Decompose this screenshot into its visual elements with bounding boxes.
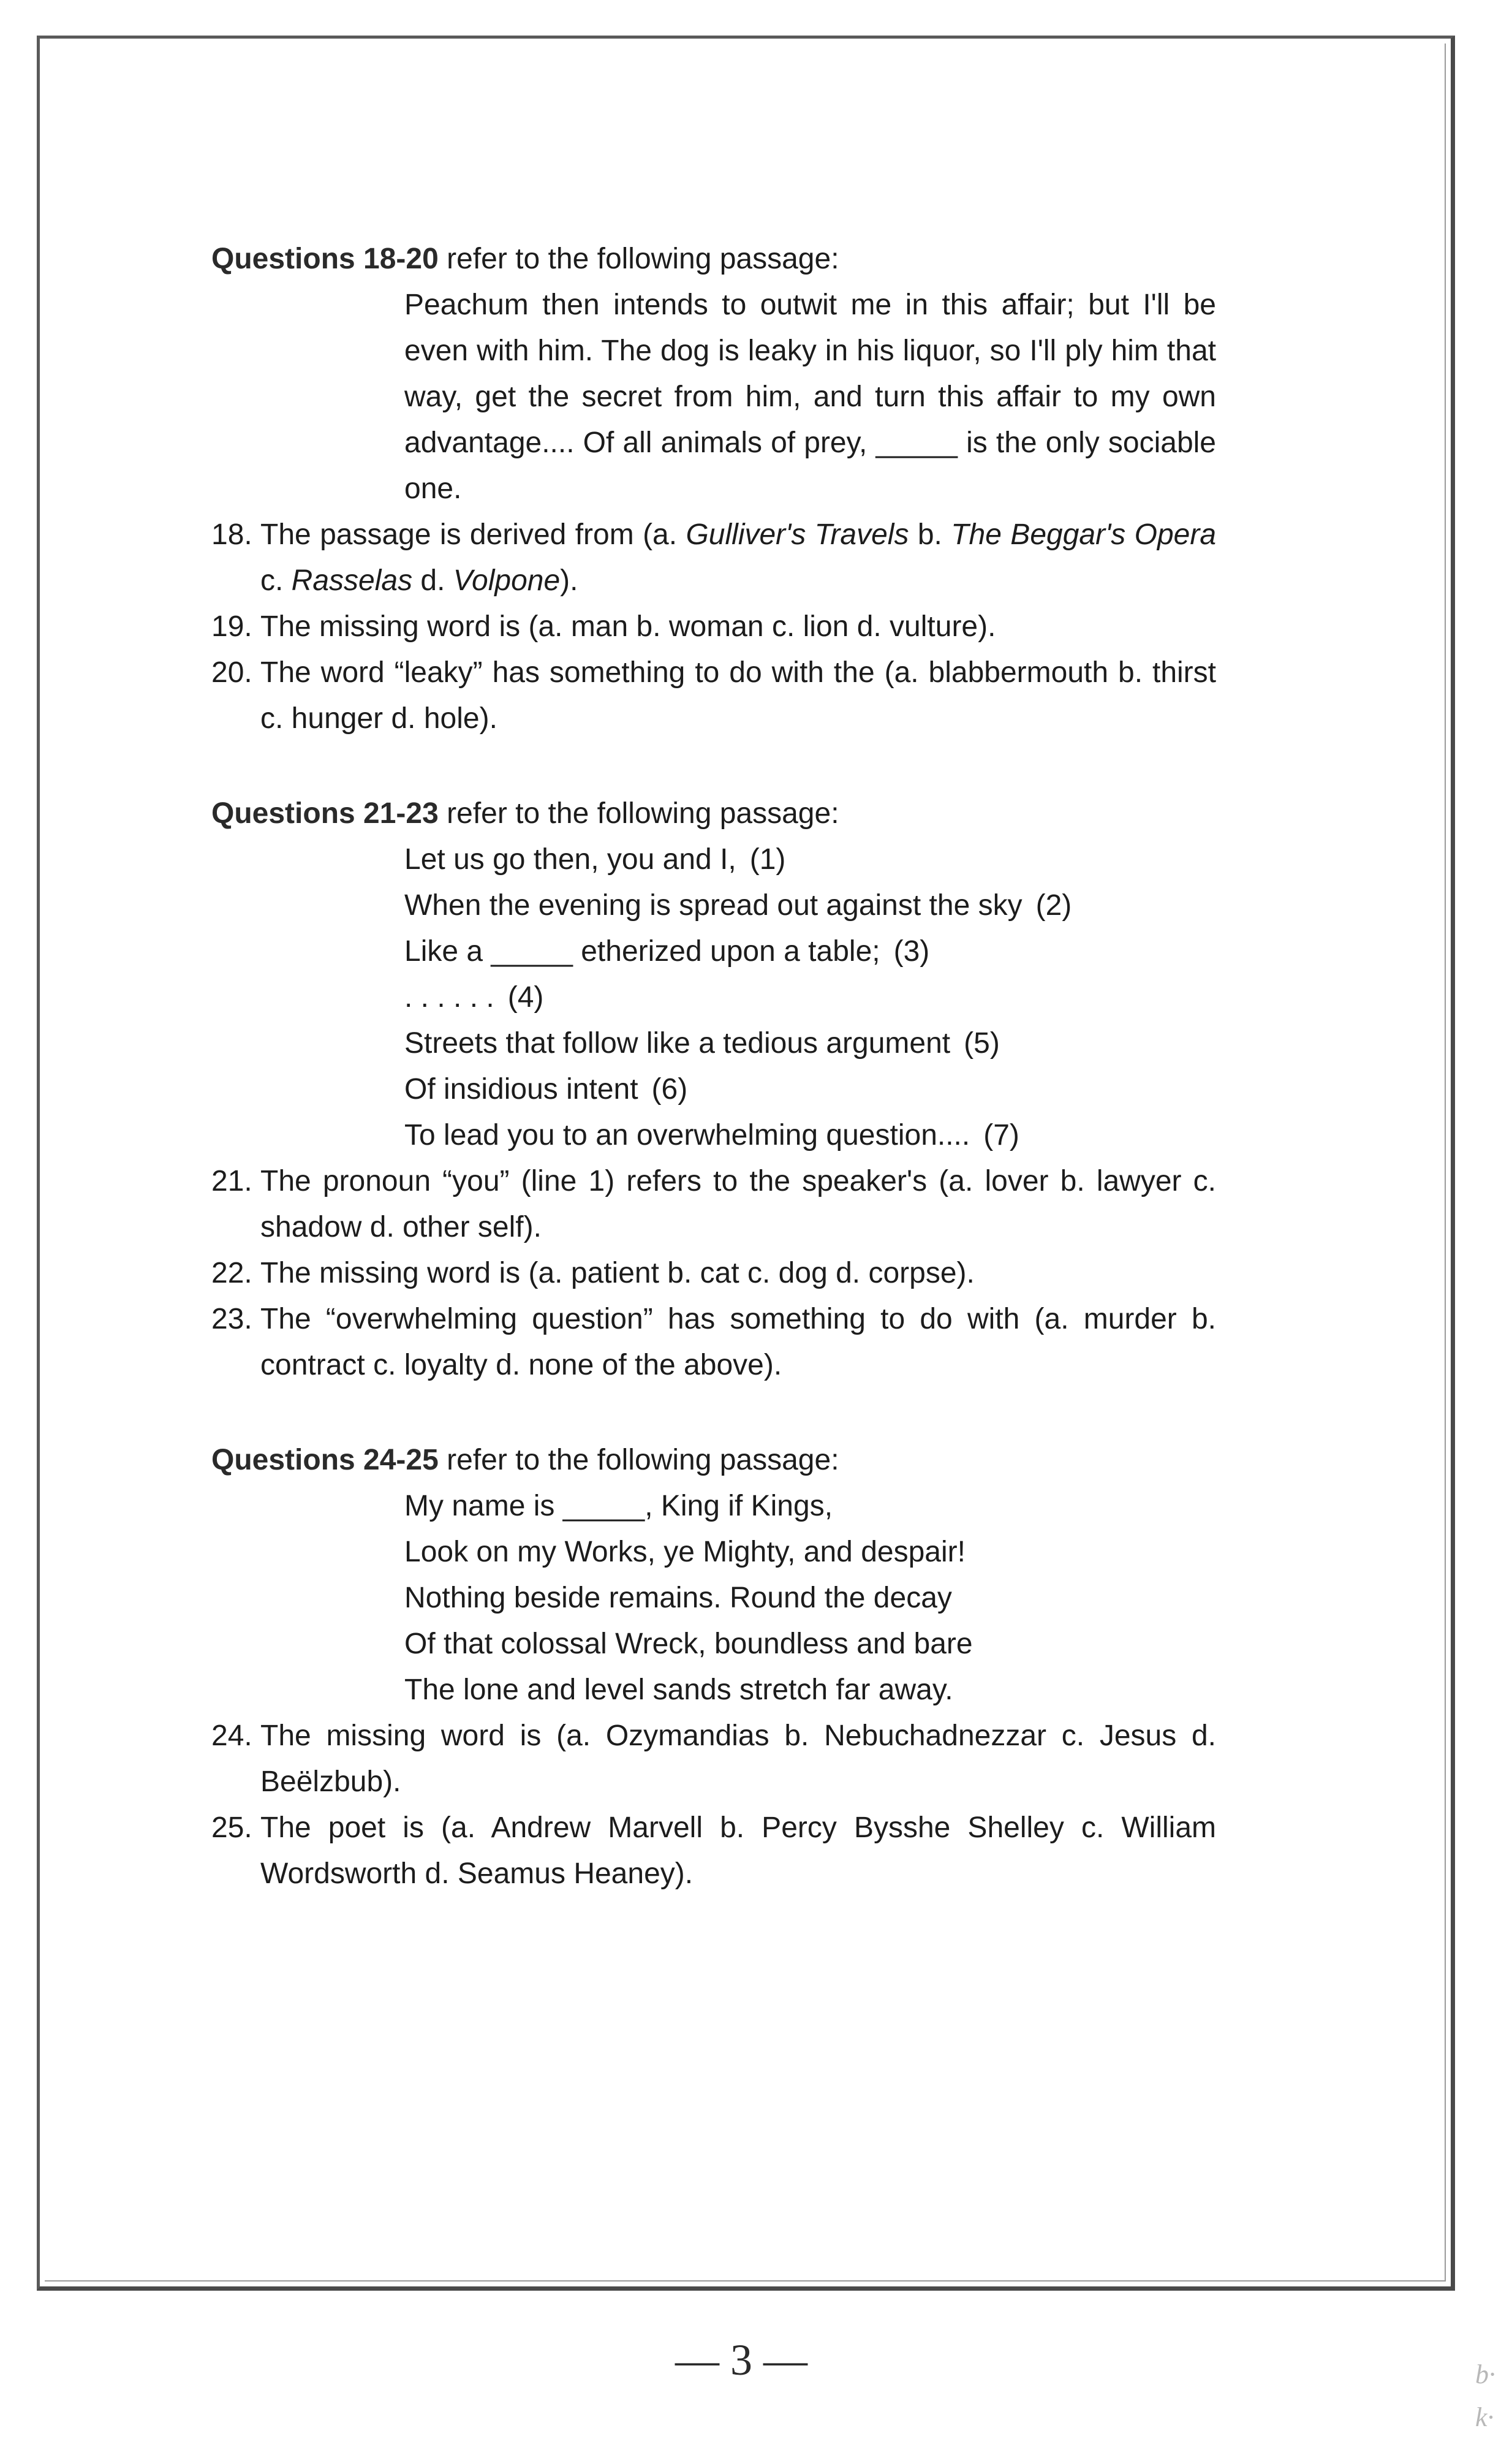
work-title: Rasselas <box>291 564 413 597</box>
work-title: The Beggar's Opera <box>951 518 1217 551</box>
question-text: The missing word is (a. man b. woman c. lion d. vulture). <box>260 610 996 643</box>
passage-line-text: The lone and level sands stretch far away. <box>404 1674 953 1706</box>
question-number: 22. <box>211 1257 252 1289</box>
question-text: The missing word is (a. patient b. cat c. dog d. corpse). <box>260 1257 975 1289</box>
question-number: 25. <box>211 1811 252 1844</box>
passage-line <box>404 836 1216 882</box>
exam-content <box>211 236 1216 1946</box>
passage-line <box>404 882 1216 928</box>
question-number: 18. <box>211 518 252 551</box>
question-item <box>211 1713 1216 1805</box>
passage <box>404 282 1216 512</box>
question-text: The “overwhelming question” has something to do with (a. murder b. contract c. loyalty d. none of the above). <box>260 1303 1216 1381</box>
question-section <box>211 791 1216 1388</box>
question-item <box>211 512 1216 604</box>
question-item <box>211 1805 1216 1897</box>
passage-line-text: Of insidious intent <box>404 1073 638 1106</box>
handwritten-mark: b· <box>1475 2359 1495 2389</box>
section-heading-range: Questions 24-25 <box>211 1444 439 1476</box>
line-number: (1) <box>749 843 786 876</box>
line-number: (4) <box>507 981 544 1014</box>
question-text: b. <box>909 518 951 551</box>
question-item <box>211 604 1216 650</box>
section-heading <box>211 236 1216 282</box>
question-text: The passage is derived from (a. <box>260 518 686 551</box>
question-section <box>211 236 1216 742</box>
question-section <box>211 1437 1216 1897</box>
section-heading-range: Questions 21-23 <box>211 797 439 830</box>
passage-line-text: Look on my Works, ye Mighty, and despair! <box>404 1536 966 1568</box>
margin-handwriting <box>1475 2353 1506 2439</box>
passage-line-text: Nothing beside remains. Round the decay <box>404 1582 952 1614</box>
passage-line-text: Streets that follow like a tedious argument <box>404 1027 951 1060</box>
question-text: c. <box>260 564 292 597</box>
question-text: The pronoun “you” (line 1) refers to the speaker's (a. lover b. lawyer c. shadow d. other self). <box>260 1165 1216 1243</box>
passage <box>404 1483 1216 1713</box>
line-number: (6) <box>651 1073 688 1106</box>
question-text: The poet is (a. Andrew Marvell b. Percy Bysshe Shelley c. William Wordsworth d. Seamus Heaney). <box>260 1811 1216 1890</box>
work-title: Volpone <box>453 564 561 597</box>
question-text: d. <box>412 564 453 597</box>
section-heading-text: refer to the following passage: <box>438 1444 839 1476</box>
question-number: 21. <box>211 1165 252 1197</box>
question-number: 24. <box>211 1720 252 1752</box>
passage-line <box>404 1621 1216 1667</box>
passage-line <box>404 974 1216 1020</box>
passage-text: Peachum then intends to outwit me in this affair; but I'll be even with him. The dog is leaky in his liquor, so I'll ply him that way, get the secret from him, and turn this affair to my own advantage.... Of all animals of prey, _____ is the only sociable one. <box>404 289 1216 505</box>
passage-line <box>404 1483 1216 1529</box>
page-number: — 3 — <box>675 2335 807 2384</box>
passage-line <box>404 1020 1216 1066</box>
question-text: ). <box>560 564 578 597</box>
passage-line <box>404 1667 1216 1713</box>
section-heading <box>211 791 1216 836</box>
question-number: 20. <box>211 656 252 689</box>
line-number: (2) <box>1035 889 1072 922</box>
question-item <box>211 1296 1216 1388</box>
section-heading-text: refer to the following passage: <box>438 243 839 275</box>
question-item <box>211 650 1216 742</box>
question-number: 23. <box>211 1303 252 1335</box>
line-number: (5) <box>964 1027 1000 1060</box>
passage-line-text: My name is _____, King if Kings, <box>404 1490 833 1522</box>
question-number: 19. <box>211 610 252 643</box>
passage-line-text: Let us go then, you and I, <box>404 843 736 876</box>
question-item <box>211 1250 1216 1296</box>
passage-line-text: When the evening is spread out against the sky <box>404 889 1022 922</box>
question-item <box>211 1158 1216 1250</box>
passage-line <box>404 928 1216 974</box>
passage-line <box>404 1066 1216 1112</box>
passage-line-text: . . . . . . <box>404 981 494 1014</box>
question-text: The missing word is (a. Ozymandias b. Nebuchadnezzar c. Jesus d. Beëlzbub). <box>260 1720 1216 1798</box>
passage-line <box>404 1112 1216 1158</box>
passage <box>404 836 1216 1158</box>
handwritten-mark: k· <box>1475 2402 1494 2432</box>
section-heading-text: refer to the following passage: <box>438 797 839 830</box>
line-number: (3) <box>893 935 930 968</box>
passage-line <box>404 1529 1216 1575</box>
passage-line-text: To lead you to an overwhelming question.... <box>404 1119 970 1151</box>
section-heading-range: Questions 18-20 <box>211 243 439 275</box>
passage-line-text: Like a _____ etherized upon a table; <box>404 935 880 968</box>
question-text: The word “leaky” has something to do with the (a. blabbermouth b. thirst c. hunger d. hole). <box>260 656 1216 735</box>
passage-line <box>404 1575 1216 1621</box>
work-title: Gulliver's Travels <box>686 518 909 551</box>
line-number: (7) <box>983 1119 1019 1151</box>
passage-line-text: Of that colossal Wreck, boundless and bare <box>404 1628 973 1660</box>
section-heading <box>211 1437 1216 1483</box>
